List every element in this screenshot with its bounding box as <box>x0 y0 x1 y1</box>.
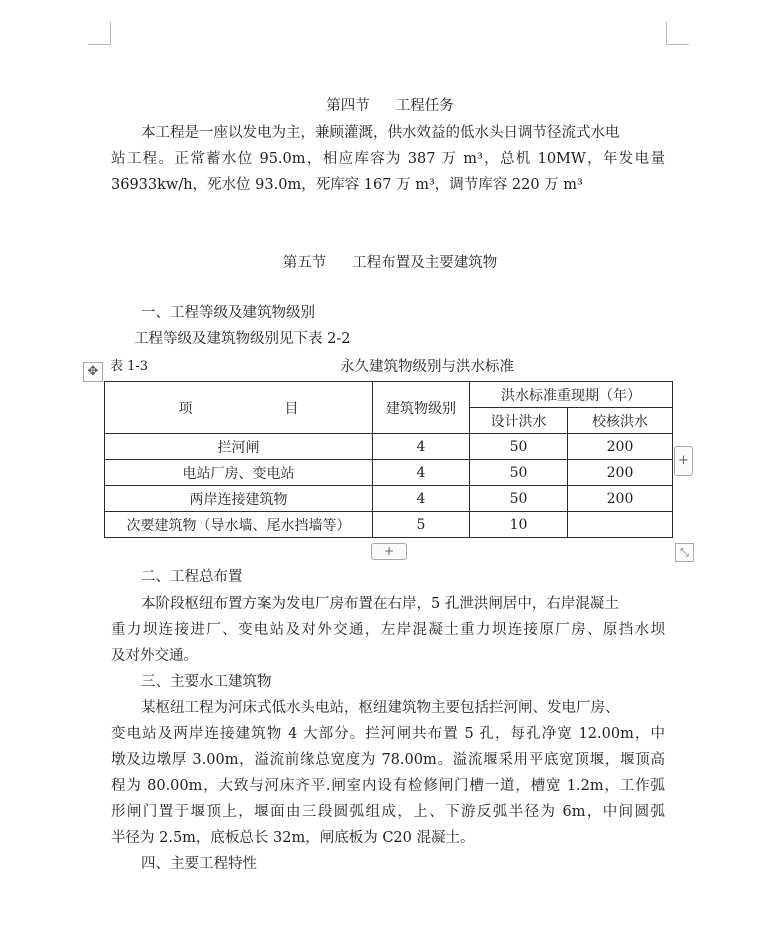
row-check-cell: 200 <box>568 460 673 486</box>
row-level-cell: 5 <box>373 512 470 538</box>
heading-layout: 二、工程总布置 <box>141 569 243 585</box>
table-caption: 永久建筑物级别与洪水标准 <box>340 359 514 375</box>
section4-heading <box>0 96 780 116</box>
row-design-cell: 50 <box>470 460 568 486</box>
row-item-cell: 拦河闸 <box>105 434 373 460</box>
section5-heading <box>0 253 780 273</box>
layout-para-line: 及对外交通。 <box>111 648 198 664</box>
row-design-cell: 10 <box>470 512 568 538</box>
hydraulic-para-line: 程为 80.00m，大致与河床齐平.闸室内设有检修闸门槽一道，槽宽 1.2m，工作弧 <box>111 778 665 794</box>
section4-para-line: 36933kw/h，死水位 93.0m，死库容 167 万 m³，调节库容 220 万 m³ <box>111 177 583 193</box>
header-item-cell <box>105 382 373 434</box>
section4-number: 第四节 <box>326 98 370 114</box>
row-item-cell: 两岸连接建筑物 <box>105 486 373 512</box>
page-corner-mark-right <box>666 22 689 45</box>
header-flood-cell: 洪水标准重现期（年） <box>470 382 673 408</box>
layout-para-line: 重力坝连接进厂、变电站及对外交通，左岸混凝土重力坝连接原厂房、原挡水坝 <box>111 622 665 638</box>
building-grade-table <box>104 381 673 538</box>
section5-number: 第五节 <box>282 255 327 271</box>
page-corner-mark-left <box>88 22 111 45</box>
hydraulic-para-line: 半径为 2.5m，底板总长 32m，闸底板为 C20 混凝土。 <box>111 830 475 846</box>
row-level-cell: 4 <box>373 434 470 460</box>
table-row <box>105 434 673 460</box>
row-level-cell: 4 <box>373 486 470 512</box>
table-label: 表 1-3 <box>110 359 149 374</box>
add-column-plus-icon[interactable]: + <box>674 446 693 476</box>
heading-grade: 一、工程等级及建筑物级别 <box>141 305 315 321</box>
table-header-row <box>105 382 673 408</box>
row-check-cell <box>568 512 673 538</box>
heading-characteristics: 四、主要工程特性 <box>141 856 257 872</box>
hydraulic-para-line: 形闸门置于堰顶上，堰面由三段圆弧组成，上、下游反弧半径为 6m，中间圆弧 <box>111 804 665 820</box>
hydraulic-para-line: 变电站及两岸连接建筑物 4 大部分。拦河闸共布置 5 孔，每孔净宽 12.00m，中 <box>111 726 665 742</box>
row-item-cell: 电站厂房、变电站 <box>105 460 373 486</box>
header-level-cell: 建筑物级别 <box>373 382 470 434</box>
row-design-cell: 50 <box>470 434 568 460</box>
table-row <box>105 460 673 486</box>
section4-title: 工程任务 <box>395 98 454 114</box>
header-design-cell: 设计洪水 <box>470 408 568 434</box>
table-row <box>105 512 673 538</box>
section5-title: 工程布置及主要建筑物 <box>352 255 498 271</box>
header-check-cell: 校核洪水 <box>568 408 673 434</box>
hydraulic-para-line: 墩及边墩厚 3.00m，溢流前缘总宽度为 78.00m。溢流堰采用平底宽顶堰，堰顶高 <box>111 752 665 768</box>
header-item-char: 项 <box>178 400 193 417</box>
add-row-plus-icon[interactable]: + <box>371 543 407 560</box>
table-resize-icon[interactable]: ⤡ <box>675 543 694 562</box>
header-item-char: 目 <box>284 400 299 417</box>
heading-hydraulic: 三、主要水工建筑物 <box>141 674 272 690</box>
section4-para-line: 站工程。正常蓄水位 95.0m，相应库容为 387 万 m³，总机 10MW，年发电量 <box>111 151 665 167</box>
section4-para-line: 本工程是一座以发电为主，兼顾灌溉，供水效益的低水头日调节径流式水电 <box>141 125 620 141</box>
row-design-cell: 50 <box>470 486 568 512</box>
hydraulic-para-line: 某枢纽工程为河床式低水头电站，枢纽建筑物主要包括拦河闸、发电厂房、 <box>141 700 620 716</box>
row-item-cell: 次要建筑物（导水墙、尾水挡墙等） <box>105 512 373 538</box>
row-check-cell: 200 <box>568 434 673 460</box>
layout-para-line: 本阶段枢纽布置方案为发电厂房布置在右岸，5 孔泄洪闸居中，右岸混凝土 <box>141 596 619 612</box>
row-check-cell: 200 <box>568 486 673 512</box>
table-move-handle-icon[interactable]: ✥ <box>83 362 103 382</box>
row-level-cell: 4 <box>373 460 470 486</box>
table-intro: 工程等级及建筑物级别见下表 2-2 <box>134 331 351 347</box>
table-row <box>105 486 673 512</box>
